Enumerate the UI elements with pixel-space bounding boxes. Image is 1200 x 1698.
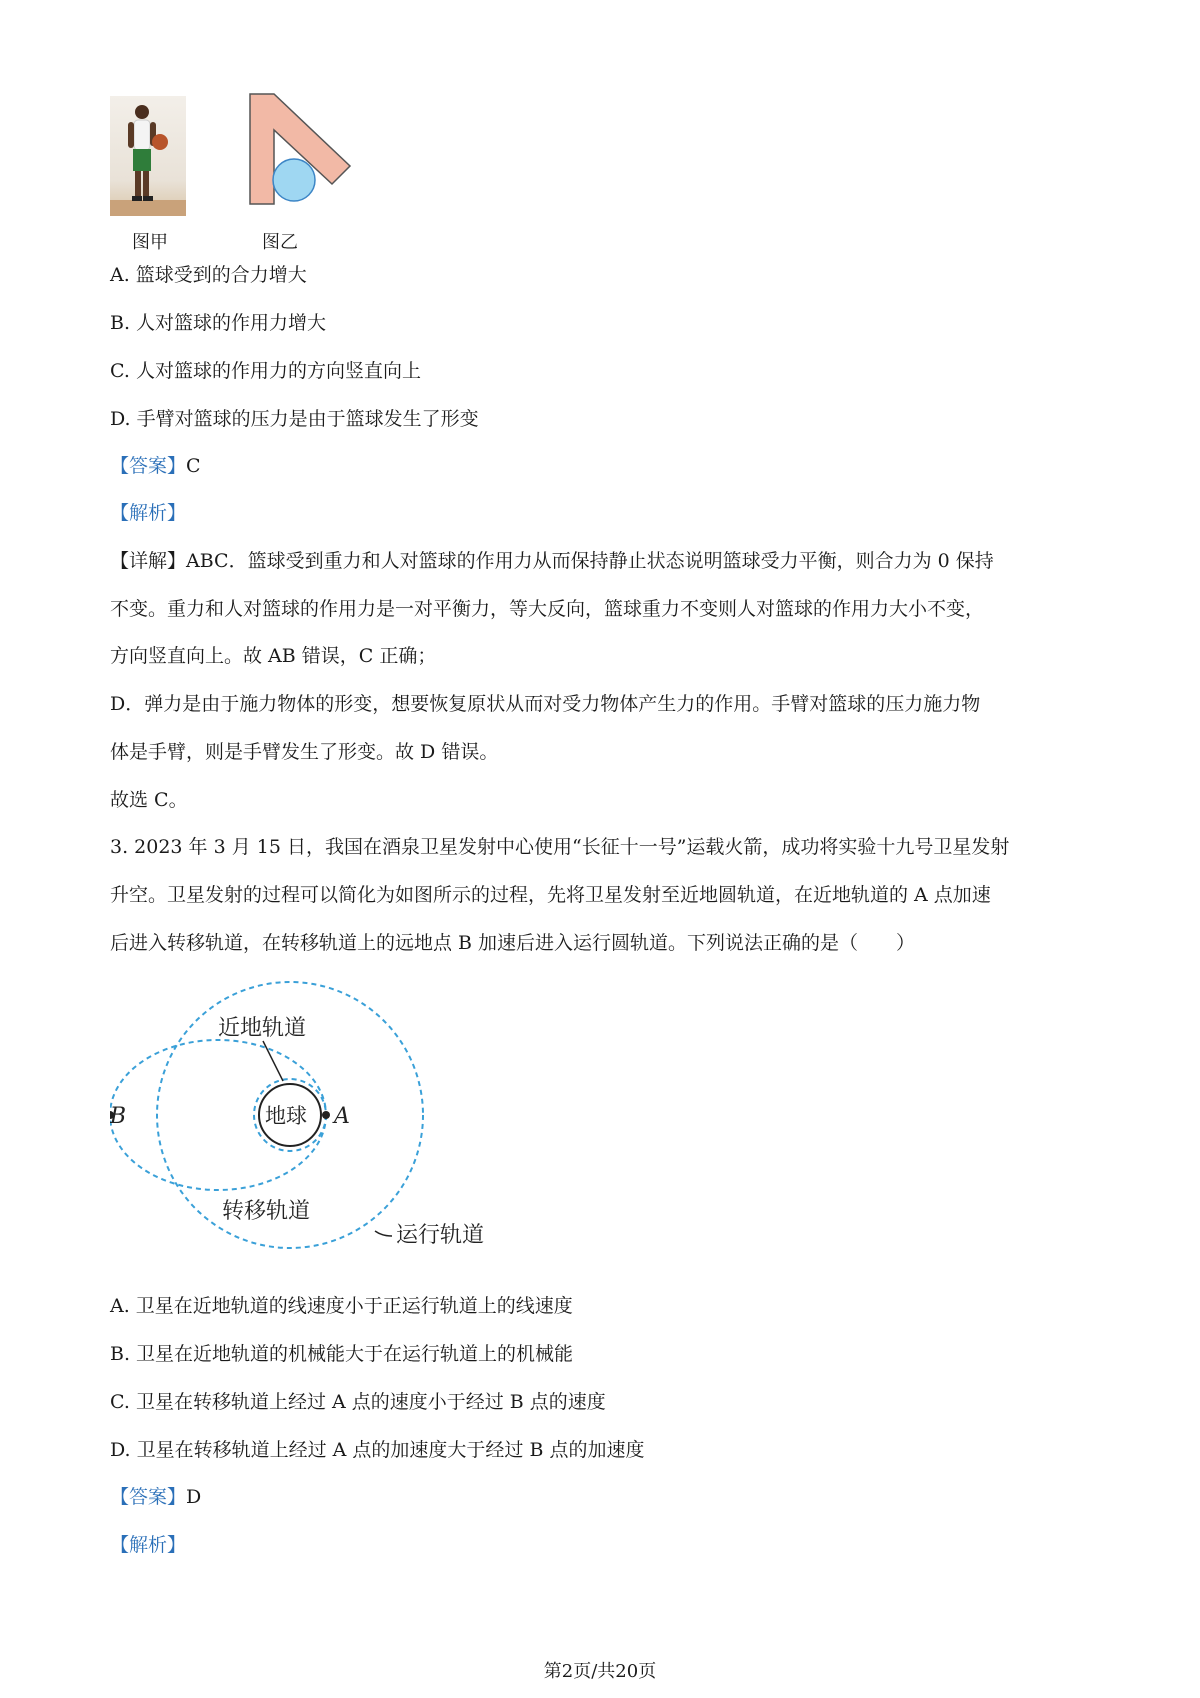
operating-orbit-label: 运行轨道 (396, 1223, 485, 1248)
q3-stem-line-2: 升空。卫星发射的过程可以简化为如图所示的过程，先将卫星发射至近地圆轨道，在近地轨道的 A 点加速 (110, 884, 991, 906)
point-a-dot (322, 1111, 330, 1119)
q3-option-b: B. 卫星在近地轨道的机械能大于在运行轨道上的机械能 (110, 1343, 574, 1365)
q3-analysis-tag: 【解析】 (110, 1534, 187, 1556)
operating-orbit-pointer (375, 1231, 392, 1236)
answer-tag: 【答案】 (110, 1486, 187, 1508)
answer-value: C (186, 455, 201, 477)
q3-answer (110, 1485, 201, 1509)
earth-label: 地球 (265, 1104, 307, 1128)
q2-option-d: D. 手臂对篮球的压力是由于篮球发生了形变 (110, 408, 479, 430)
q3-stem-line-1: 3. 2023 年 3 月 15 日，我国在酒泉卫星发射中心使用“长征十一号”运载火箭，成功将实验十九号卫星发射 (110, 836, 1010, 858)
q2-analysis-tag: 【解析】 (110, 502, 187, 524)
near-orbit-pointer (263, 1041, 283, 1081)
q2-detail-line-4: D．弹力是由于施力物体的形变，想要恢复原状从而对受力物体产生力的作用。手臂对篮球的压力施力物 (110, 693, 981, 715)
point-a-label: A (334, 1104, 350, 1129)
answer-tag: 【答案】 (110, 455, 187, 477)
q3-stem-line-3: 后进入转移轨道，在转移轨道上的远地点 B 加速后进入运行圆轨道。下列说法正确的是（ ） (110, 932, 916, 954)
arm-ball-diagram (246, 92, 356, 210)
q2-answer (110, 454, 201, 478)
q2-conclusion: 故选 C。 (110, 789, 188, 811)
ball-shape (273, 159, 315, 201)
q2-option-a: A. 篮球受到的合力增大 (110, 264, 307, 286)
orbit-diagram (110, 978, 510, 1278)
figure-b-caption: 图乙 (262, 232, 298, 253)
q2-option-b: B. 人对篮球的作用力增大 (110, 312, 327, 334)
point-b-label: B (110, 1104, 126, 1129)
q3-option-c: C. 卫星在转移轨道上经过 A 点的速度小于经过 B 点的速度 (110, 1391, 606, 1413)
q2-detail-line-1: 【详解】ABC．篮球受到重力和人对篮球的作用力从而保持静止状态说明篮球受力平衡，则合力为 0 保持 (110, 550, 994, 572)
player-illustration (110, 96, 186, 216)
answer-value: D (186, 1486, 202, 1508)
basketball-player-photo (110, 96, 186, 216)
page-number: 第2页/共20页 (543, 1661, 657, 1682)
transfer-orbit-label: 转移轨道 (222, 1199, 311, 1224)
near-orbit-label: 近地轨道 (218, 1016, 307, 1041)
q2-detail-line-3: 方向竖直向上。故 AB 错误，C 正确； (110, 645, 437, 667)
q3-option-d: D. 卫星在转移轨道上经过 A 点的加速度大于经过 B 点的加速度 (110, 1439, 645, 1461)
q3-option-a: A. 卫星在近地轨道的线速度小于正运行轨道上的线速度 (110, 1295, 573, 1317)
q2-detail-line-2: 不变。重力和人对篮球的作用力是一对平衡力，等大反向，篮球重力不变则人对篮球的作用力大小不变， (110, 598, 985, 620)
q2-option-c: C. 人对篮球的作用力的方向竖直向上 (110, 360, 421, 382)
figure-a-caption: 图甲 (132, 232, 168, 253)
q2-detail-line-5: 体是手臂，则是手臂发生了形变。故 D 错误。 (110, 741, 499, 763)
detail-tag: 【详解】 (110, 550, 187, 572)
